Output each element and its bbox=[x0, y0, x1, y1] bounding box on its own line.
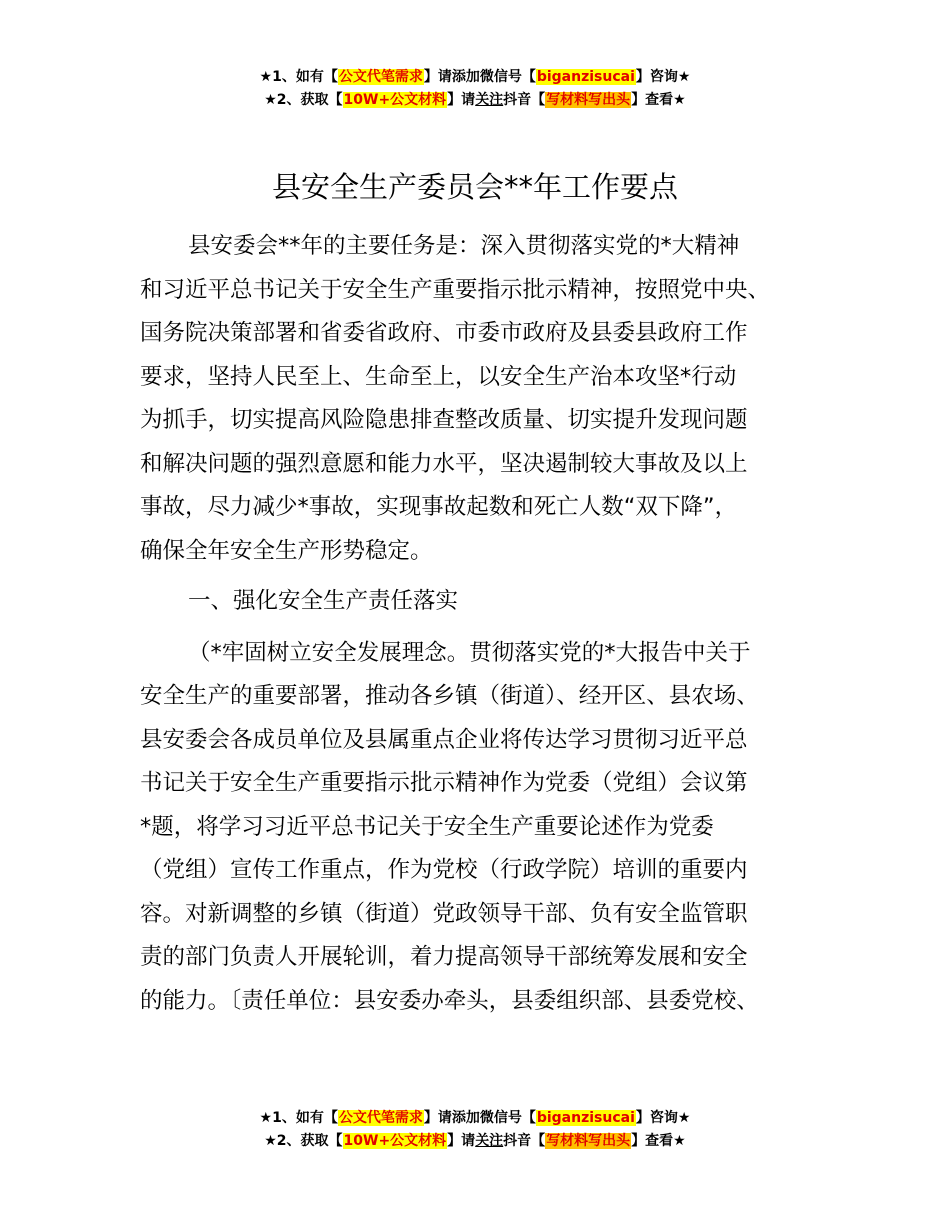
promo-highlight: 公文代笔需求 bbox=[338, 69, 423, 85]
promo-text: 】请添加微信号【 bbox=[423, 69, 536, 85]
promo-text: ★2、获取【 bbox=[264, 1133, 343, 1149]
promo-text: 】请 bbox=[447, 92, 476, 108]
promo-line-1 bbox=[0, 66, 950, 89]
promo-highlight: 10W+公文材料 bbox=[343, 1133, 447, 1149]
promo-underlined: 关注 bbox=[475, 1133, 504, 1149]
text-line: （党组）宣传工作重点，作为党校（行政学院）培训的重要内 bbox=[140, 857, 748, 883]
text-line: *题，将学习习近平总书记关于安全生产重要论述作为党委 bbox=[140, 813, 714, 840]
text-line: 县安委会**年的主要任务是：深入贯彻落实党的*大精神 bbox=[188, 233, 740, 259]
promo-line-1 bbox=[0, 1107, 950, 1130]
text-line: 和解决问题的强烈意愿和能力水平，坚决遏制较大事故及以上 bbox=[140, 450, 748, 477]
text-line: 为抓手，切实提高风险隐患排查整改质量、切实提升发现问题 bbox=[140, 407, 748, 433]
promo-text: 】查看★ bbox=[631, 92, 686, 108]
promo-underlined: 关注 bbox=[475, 92, 504, 108]
paragraph-section-1 bbox=[140, 632, 830, 1024]
promo-text: 】查看★ bbox=[631, 1133, 686, 1149]
text-line: 容。对新调整的乡镇（街道）党政领导干部、负有安全监管职 bbox=[140, 900, 748, 927]
text-line: 和习近平总书记关于安全生产重要指示批示精神，按照党中央、 bbox=[140, 276, 771, 303]
promo-text: ★1、如有【 bbox=[259, 69, 338, 85]
text-line: 事故，尽力减少*事故，实现事故起数和死亡人数“双下降”， bbox=[140, 494, 738, 520]
wechat-id-highlight: biganzisucai bbox=[536, 69, 635, 85]
promo-highlight: 公文代笔需求 bbox=[338, 1110, 423, 1126]
promo-banner-top bbox=[0, 66, 950, 112]
promo-highlight: 写材料写出头 bbox=[546, 1133, 631, 1149]
promo-text: 】请添加微信号【 bbox=[423, 1110, 536, 1126]
text-line: 安全生产的重要部署，推动各乡镇（街道）、经开区、县农场、 bbox=[140, 683, 759, 709]
promo-text: ★1、如有【 bbox=[259, 1110, 338, 1126]
promo-banner-bottom bbox=[0, 1107, 950, 1153]
promo-text: 】咨询★ bbox=[635, 69, 691, 85]
promo-text: 】请 bbox=[447, 1133, 476, 1149]
text-line: 责的部门负责人开展轮训，着力提高领导干部统筹发展和安全 bbox=[140, 944, 748, 970]
text-line: 国务院决策部署和省委省政府、市委市政府及县委县政府工作 bbox=[140, 320, 748, 346]
text-line: 的能力。〔责任单位：县安委办牵头，县委组织部、县委党校、 bbox=[140, 987, 759, 1014]
promo-highlight: 10W+公文材料 bbox=[343, 92, 447, 108]
text-line: 书记关于安全生产重要指示批示精神作为党委（党组）会议第 bbox=[140, 770, 748, 796]
text-line: 要求，坚持人民至上、生命至上，以安全生产治本攻坚*行动 bbox=[140, 363, 737, 390]
promo-text: 】咨询★ bbox=[635, 1110, 691, 1126]
document-body bbox=[140, 225, 830, 1023]
section-heading: 一、强化安全生产责任落实 bbox=[188, 588, 459, 614]
wechat-id-highlight: biganzisucai bbox=[536, 1110, 635, 1126]
promo-text: 抖音【 bbox=[503, 92, 546, 108]
promo-line-2 bbox=[0, 89, 950, 112]
document-title: 县安全生产委员会**年工作要点 bbox=[271, 170, 678, 204]
promo-line-2 bbox=[0, 1130, 950, 1153]
promo-text: ★2、获取【 bbox=[264, 92, 343, 108]
text-line: 县安委会各成员单位及县属重点企业将传达学习贯彻习近平总 bbox=[140, 726, 748, 753]
text-line: （*牢固树立安全发展理念。贯彻落实党的*大报告中关于 bbox=[188, 639, 751, 666]
promo-highlight: 写材料写出头 bbox=[546, 92, 631, 108]
text-line: 确保全年安全生产形势稳定。 bbox=[140, 537, 433, 564]
paragraph-intro bbox=[140, 225, 830, 573]
promo-text: 抖音【 bbox=[503, 1133, 546, 1149]
